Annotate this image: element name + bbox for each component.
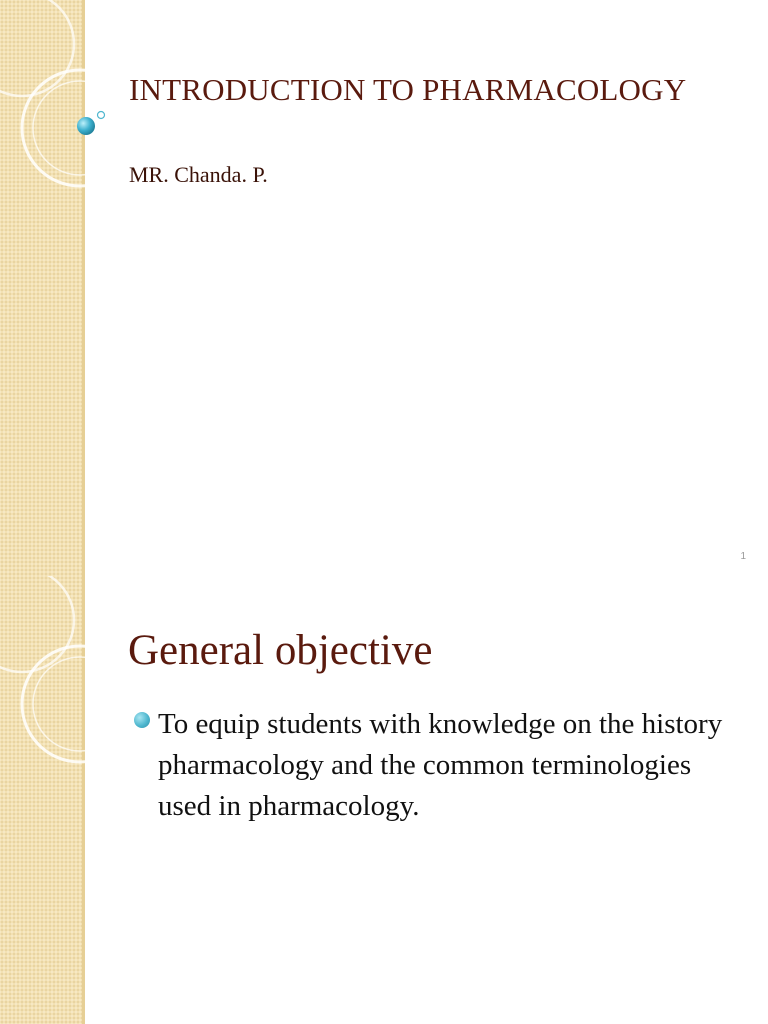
slide-number: 1 [740, 551, 746, 562]
circle-ornament-icon [0, 0, 140, 220]
slide-title: INTRODUCTION TO PHARMACOLOGY [129, 72, 687, 107]
bullet-text: To equip students with knowledge on the history pharmacology and the common terminologies used in pharmacology. [158, 708, 723, 822]
list-item [158, 704, 748, 827]
slide-2 [0, 576, 768, 1024]
slide-subtitle-author: MR. Chanda. P. [129, 162, 268, 187]
circle-ornament-icon [0, 576, 140, 796]
slide-title: General objective [128, 627, 433, 674]
bullet-icon [134, 712, 150, 728]
bullet-list [158, 704, 748, 827]
